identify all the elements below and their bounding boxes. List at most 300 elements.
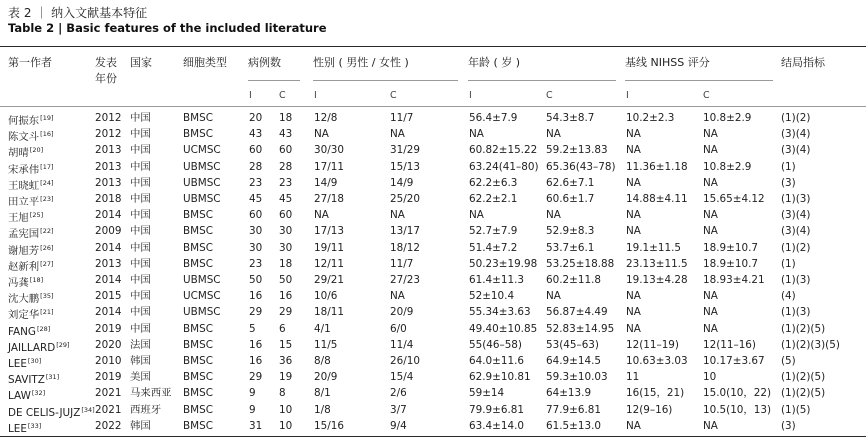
cell-country: 美国 xyxy=(130,371,151,384)
cell-year: 2014 xyxy=(95,241,122,254)
cell-outcome: (1) xyxy=(781,257,796,270)
cell-nihss-c: NA xyxy=(703,128,718,141)
cell-sex-c: NA xyxy=(390,290,405,303)
cell-cases-i: 5 xyxy=(249,322,256,335)
cell-cases-i: 23 xyxy=(249,176,263,189)
cell-age-c: 61.5±13.0 xyxy=(546,419,601,432)
cell-cases-i: 60 xyxy=(249,209,263,222)
cell-age-i: 55.34±3.63 xyxy=(469,306,531,319)
cell-sex-c: 9/4 xyxy=(390,419,407,432)
cell-sex-i: 8/8 xyxy=(314,355,331,367)
cell-outcome: (1)(3) xyxy=(781,193,811,205)
table-row xyxy=(0,223,866,239)
cell-sex-c: 11/7 xyxy=(390,257,414,270)
cell-nihss-i: NA xyxy=(626,322,641,335)
cell-author: LEE[30] xyxy=(8,357,42,370)
cell-cases-c: 10 xyxy=(279,419,293,432)
cell-age-c: 52.9±8.3 xyxy=(546,225,595,238)
cell-sex-c: 15/13 xyxy=(390,160,420,173)
cell-author: FANG[28] xyxy=(8,324,51,338)
cell-age-c: 53.25±18.88 xyxy=(546,257,615,270)
cell-age-c: 54.3±8.7 xyxy=(546,112,595,124)
cell-nihss-c: 10.17±3.67 xyxy=(703,355,765,367)
cell-nihss-i: 19.13±4.28 xyxy=(626,274,688,286)
cell-cases-c: 28 xyxy=(279,160,293,173)
cell-nihss-i: 12(11–19) xyxy=(626,338,679,351)
cell-nihss-i: NA xyxy=(626,144,641,157)
cell-year: 2009 xyxy=(95,225,122,238)
cell-country: 中国 xyxy=(130,176,151,189)
cell-sex-i: 4/1 xyxy=(314,322,331,335)
cell-nihss-c: NA xyxy=(703,209,718,222)
cell-nihss-c: NA xyxy=(703,225,718,238)
cell-age-i: 49.40±10.85 xyxy=(469,322,538,335)
cell-cases-i: 30 xyxy=(249,225,263,238)
table-row xyxy=(0,369,866,385)
cell-age-i: 55(46–58) xyxy=(469,338,522,351)
cell-age-c: 59.2±13.83 xyxy=(546,144,608,157)
cell-nihss-i: 23.13±11.5 xyxy=(626,257,688,270)
cell-age-i: 64.0±11.6 xyxy=(469,355,524,367)
cell-nihss-i: NA xyxy=(626,306,641,319)
cell-year: 2013 xyxy=(95,176,122,189)
cell-sex-i: 11/5 xyxy=(314,338,338,351)
cell-outcome: (1)(2)(5) xyxy=(781,387,826,400)
sub-sex-i: I xyxy=(314,90,317,101)
cell-cell-type: BMSC xyxy=(183,371,213,384)
cell-sex-i: 8/1 xyxy=(314,387,331,400)
cell-age-i: 62.2±6.3 xyxy=(469,176,518,189)
table-row xyxy=(0,175,866,191)
cell-country: 韩国 xyxy=(130,419,151,432)
table-row xyxy=(0,385,866,401)
table-row xyxy=(0,256,866,272)
cell-cases-c: 36 xyxy=(279,355,293,367)
cell-nihss-i: NA xyxy=(626,176,641,189)
age-underline xyxy=(468,80,616,81)
cell-sex-i: 19/11 xyxy=(314,241,344,254)
cell-outcome: (5) xyxy=(781,355,796,367)
cell-country: 中国 xyxy=(130,257,151,270)
cell-sex-i: 20/9 xyxy=(314,371,338,384)
cell-cases-i: 23 xyxy=(249,257,263,270)
cell-sex-c: 13/17 xyxy=(390,225,420,238)
cell-author: 胡晴[20] xyxy=(8,146,44,160)
cell-year: 2022 xyxy=(95,419,122,432)
sub-cases-i: I xyxy=(249,90,252,101)
cell-country: 韩国 xyxy=(130,355,151,367)
sub-age-c: C xyxy=(546,90,553,101)
table-row xyxy=(0,272,866,288)
cell-cases-i: 9 xyxy=(249,403,256,416)
cell-country: 中国 xyxy=(130,322,151,335)
cell-cases-i: 9 xyxy=(249,387,256,400)
cell-age-i: 63.4±14.0 xyxy=(469,419,524,432)
sub-age-i: I xyxy=(469,90,472,101)
cell-sex-c: 18/12 xyxy=(390,241,420,254)
bottom-rule xyxy=(0,436,866,437)
cell-age-c: 53.7±6.1 xyxy=(546,241,595,254)
cell-author: SAVITZ[31] xyxy=(8,373,60,387)
sub-nihss-c: C xyxy=(703,90,710,101)
cell-cases-i: 28 xyxy=(249,160,263,173)
cell-author: 宋承伟[17] xyxy=(8,162,54,176)
header-year-line1: 发表 xyxy=(95,56,117,69)
cell-age-c: 52.83±14.95 xyxy=(546,322,615,335)
cell-year: 2014 xyxy=(95,306,122,319)
cell-sex-i: 12/11 xyxy=(314,257,344,270)
cell-cell-type: BMSC xyxy=(183,257,213,270)
cell-country: 中国 xyxy=(130,112,151,124)
cell-nihss-i: NA xyxy=(626,290,641,303)
cell-outcome: (4) xyxy=(781,290,796,303)
cell-nihss-c: NA xyxy=(703,290,718,303)
cell-outcome: (3)(4) xyxy=(781,209,811,222)
cell-year: 2013 xyxy=(95,144,122,157)
cell-cases-i: 29 xyxy=(249,306,263,319)
table-row xyxy=(0,126,866,142)
cell-cell-type: UBMSC xyxy=(183,160,221,173)
cell-author: 沈大鹏[35] xyxy=(8,292,54,306)
cell-cases-c: 60 xyxy=(279,209,293,222)
cell-nihss-i: 10.63±3.03 xyxy=(626,355,688,367)
header-cases: 病例数 xyxy=(248,56,281,69)
cell-age-i: 60.82±15.22 xyxy=(469,144,538,157)
cell-cell-type: UBMSC xyxy=(183,176,221,189)
cell-country: 中国 xyxy=(130,193,151,205)
cell-year: 2010 xyxy=(95,355,122,367)
cell-nihss-c: NA xyxy=(703,322,718,335)
cell-age-i: 61.4±11.3 xyxy=(469,274,524,286)
cell-country: 中国 xyxy=(130,209,151,222)
cell-outcome: (3)(4) xyxy=(781,225,811,238)
cell-sex-c: 25/20 xyxy=(390,193,420,205)
cell-cases-c: 23 xyxy=(279,176,293,189)
cell-sex-i: 27/18 xyxy=(314,193,344,205)
table-caption-en: Table 2 | Basic features of the included literature xyxy=(8,21,327,35)
header-cell-type: 细胞类型 xyxy=(183,56,227,69)
cell-age-i: 52.7±7.9 xyxy=(469,225,518,238)
sex-underline xyxy=(313,80,458,81)
cell-author: 王晓虹[24] xyxy=(8,178,54,192)
cell-age-i: 56.4±7.9 xyxy=(469,112,518,124)
cell-sex-i: 17/11 xyxy=(314,160,344,173)
cell-country: 中国 xyxy=(130,225,151,238)
cell-nihss-c: 10.8±2.9 xyxy=(703,160,752,173)
cell-outcome: (1)(2) xyxy=(781,112,811,124)
cell-age-i: 51.4±7.2 xyxy=(469,241,518,254)
cell-nihss-c: 15.0(10，22) xyxy=(703,387,772,400)
cell-nihss-i: NA xyxy=(626,128,641,141)
cell-nihss-c: 12(11–16) xyxy=(703,338,756,351)
cell-year: 2014 xyxy=(95,209,122,222)
cell-cases-i: 50 xyxy=(249,274,263,286)
cell-age-c: 56.87±4.49 xyxy=(546,306,608,319)
cell-cell-type: UCMSC xyxy=(183,290,221,303)
header-rule xyxy=(0,106,866,107)
cell-year: 2012 xyxy=(95,128,122,141)
cell-sex-c: 26/10 xyxy=(390,355,420,367)
header-country: 国家 xyxy=(130,56,152,69)
cell-age-c: 65.36(43–78) xyxy=(546,160,616,173)
cell-author: 赵新利[27] xyxy=(8,259,54,273)
cell-age-c: NA xyxy=(546,209,561,222)
cell-age-c: 60.6±1.7 xyxy=(546,193,595,205)
cell-cell-type: BMSC xyxy=(183,355,213,367)
cell-sex-i: NA xyxy=(314,128,329,141)
cell-nihss-c: NA xyxy=(703,306,718,319)
sub-cases-c: C xyxy=(279,90,286,101)
cell-year: 2014 xyxy=(95,274,122,286)
cell-cell-type: UBMSC xyxy=(183,274,221,286)
sub-sex-c: C xyxy=(390,90,397,101)
cell-country: 中国 xyxy=(130,160,151,173)
cell-cases-c: 8 xyxy=(279,387,286,400)
cell-sex-c: 11/4 xyxy=(390,338,414,351)
cell-cell-type: BMSC xyxy=(183,403,213,416)
cell-age-c: 64±13.9 xyxy=(546,387,592,400)
cell-cell-type: BMSC xyxy=(183,419,213,432)
table-row xyxy=(0,191,866,207)
cell-cases-i: 16 xyxy=(249,355,263,367)
table-row xyxy=(0,207,866,223)
cell-cases-c: 30 xyxy=(279,225,293,238)
cell-cell-type: BMSC xyxy=(183,322,213,335)
cell-sex-c: 2/6 xyxy=(390,387,407,400)
cell-year: 2019 xyxy=(95,322,122,335)
cell-sex-i: 15/16 xyxy=(314,419,344,432)
cell-sex-i: 18/11 xyxy=(314,306,344,319)
cell-outcome: (1)(3) xyxy=(781,274,811,286)
cell-sex-c: 15/4 xyxy=(390,371,414,384)
cell-cell-type: UBMSC xyxy=(183,306,221,319)
table-row xyxy=(0,353,866,369)
cell-sex-c: 27/23 xyxy=(390,274,420,286)
cell-sex-i: 14/9 xyxy=(314,176,338,189)
table-row xyxy=(0,288,866,304)
cell-age-i: 62.2±2.1 xyxy=(469,193,518,205)
header-age: 年龄 ( 岁 ) xyxy=(468,56,521,69)
cell-sex-c: NA xyxy=(390,128,405,141)
cell-outcome: (3)(4) xyxy=(781,128,811,141)
cell-country: 中国 xyxy=(130,241,151,254)
cell-nihss-c: NA xyxy=(703,144,718,157)
cell-nihss-i: 14.88±4.11 xyxy=(626,193,688,205)
cell-cases-c: 19 xyxy=(279,371,293,384)
table-caption-zh: 表 2 ｜ 纳入文献基本特征 xyxy=(8,6,148,20)
cell-country: 马来西亚 xyxy=(130,387,172,400)
cell-sex-i: 17/13 xyxy=(314,225,344,238)
cell-outcome: (1)(2)(5) xyxy=(781,322,826,335)
top-rule xyxy=(0,46,866,47)
table-row xyxy=(0,240,866,256)
cell-nihss-i: 16(15，21) xyxy=(626,387,685,400)
cell-outcome: (1)(2) xyxy=(781,241,811,254)
cell-outcome: (3) xyxy=(781,419,796,432)
cell-sex-c: 6/0 xyxy=(390,322,407,335)
cell-nihss-i: NA xyxy=(626,419,641,432)
cell-cases-c: 18 xyxy=(279,257,293,270)
cell-year: 2018 xyxy=(95,193,122,205)
cell-cases-c: 16 xyxy=(279,290,293,303)
cell-nihss-i: 11.36±1.18 xyxy=(626,160,688,173)
cell-sex-c: 3/7 xyxy=(390,403,407,416)
cell-year: 2012 xyxy=(95,112,122,124)
cell-author: LEE[33] xyxy=(8,421,42,435)
cell-year: 2013 xyxy=(95,257,122,270)
table-row xyxy=(0,337,866,353)
cases-underline xyxy=(248,80,300,81)
nihss-underline xyxy=(625,80,773,81)
header-author: 第一作者 xyxy=(8,56,52,69)
cell-author: 王旭[25] xyxy=(8,211,44,225)
cell-year: 2020 xyxy=(95,338,122,351)
table-row xyxy=(0,402,866,418)
cell-author: 刘定华[21] xyxy=(8,308,54,322)
cell-nihss-c: 18.9±10.7 xyxy=(703,241,758,254)
cell-outcome: (1) xyxy=(781,160,796,173)
cell-sex-c: 20/9 xyxy=(390,306,414,319)
cell-cell-type: UCMSC xyxy=(183,144,221,157)
header-sex: 性别 ( 男性 / 女性 ) xyxy=(313,56,409,69)
cell-cases-c: 18 xyxy=(279,112,293,124)
cell-age-c: 53(45–63) xyxy=(546,338,599,351)
cell-year: 2021 xyxy=(95,387,122,400)
cell-age-c: 59.3±10.03 xyxy=(546,371,608,384)
table-row xyxy=(0,142,866,158)
cell-outcome: (1)(2)(3)(5) xyxy=(781,338,840,351)
table-row xyxy=(0,110,866,126)
header-outcome: 结局指标 xyxy=(781,56,825,69)
cell-cases-c: 50 xyxy=(279,274,293,286)
cell-nihss-c: NA xyxy=(703,176,718,189)
cell-author: DE CELIS-JUJZ[34] xyxy=(8,405,95,419)
table-row xyxy=(0,418,866,434)
cell-country: 中国 xyxy=(130,306,151,319)
cell-author: 孟宪国[22] xyxy=(8,227,54,241)
cell-age-c: 62.6±7.1 xyxy=(546,176,595,189)
cell-nihss-c: 10 xyxy=(703,371,717,384)
cell-age-i: NA xyxy=(469,209,484,222)
cell-age-i: 50.23±19.98 xyxy=(469,257,538,270)
cell-cases-c: 60 xyxy=(279,144,293,157)
cell-country: 中国 xyxy=(130,290,151,303)
cell-sex-c: 31/29 xyxy=(390,144,420,157)
cell-country: 西班牙 xyxy=(130,403,162,416)
cell-year: 2015 xyxy=(95,290,122,303)
cell-cases-i: 60 xyxy=(249,144,263,157)
cell-cases-c: 10 xyxy=(279,403,293,416)
cell-cases-i: 30 xyxy=(249,241,263,254)
cell-nihss-i: 12(9–16) xyxy=(626,403,673,416)
cell-year: 2013 xyxy=(95,160,122,173)
cell-sex-c: 11/7 xyxy=(390,112,414,124)
cell-outcome: (3) xyxy=(781,176,796,189)
cell-age-c: NA xyxy=(546,128,561,141)
cell-nihss-c: 18.9±10.7 xyxy=(703,257,758,270)
cell-cell-type: BMSC xyxy=(183,209,213,222)
cell-cell-type: BMSC xyxy=(183,225,213,238)
cell-author: 冯龚[18] xyxy=(8,276,44,289)
cell-nihss-i: 11 xyxy=(626,371,640,384)
cell-country: 中国 xyxy=(130,128,151,141)
cell-nihss-c: 10.8±2.9 xyxy=(703,112,752,124)
table-row xyxy=(0,159,866,175)
cell-outcome: (3)(4) xyxy=(781,144,811,157)
cell-nihss-i: NA xyxy=(626,209,641,222)
cell-cases-c: 45 xyxy=(279,193,293,205)
cell-cases-c: 29 xyxy=(279,306,293,319)
cell-age-i: 63.24(41–80) xyxy=(469,160,539,173)
cell-cases-i: 29 xyxy=(249,371,263,384)
cell-sex-i: 10/6 xyxy=(314,290,338,303)
cell-cases-i: 43 xyxy=(249,128,263,141)
cell-nihss-i: 19.1±11.5 xyxy=(626,241,681,254)
cell-author: JAILLARD[29] xyxy=(8,340,70,354)
cell-country: 中国 xyxy=(130,144,151,157)
cell-outcome: (1)(2)(5) xyxy=(781,371,826,384)
cell-author: 何振东[19] xyxy=(8,114,54,127)
cell-nihss-c: NA xyxy=(703,419,718,432)
cell-author: LAW[32] xyxy=(8,389,46,403)
cell-cell-type: BMSC xyxy=(183,241,213,254)
header-nihss: 基线 NIHSS 评分 xyxy=(625,56,710,69)
cell-age-c: 77.9±6.81 xyxy=(546,403,601,416)
cell-outcome: (1)(3) xyxy=(781,306,811,319)
cell-cell-type: BMSC xyxy=(183,112,213,124)
cell-age-i: NA xyxy=(469,128,484,141)
cell-cases-i: 16 xyxy=(249,290,263,303)
cell-year: 2019 xyxy=(95,371,122,384)
cell-nihss-i: 10.2±2.3 xyxy=(626,112,675,124)
cell-age-i: 62.9±10.81 xyxy=(469,371,531,384)
cell-nihss-c: 18.93±4.21 xyxy=(703,274,765,286)
cell-sex-c: NA xyxy=(390,209,405,222)
cell-cases-i: 31 xyxy=(249,419,263,432)
cell-outcome: (1)(5) xyxy=(781,403,811,416)
cell-sex-i: 12/8 xyxy=(314,112,338,124)
cell-cases-i: 16 xyxy=(249,338,263,351)
cell-nihss-c: 15.65±4.12 xyxy=(703,193,765,205)
sub-nihss-i: I xyxy=(626,90,629,101)
cell-age-c: 64.9±14.5 xyxy=(546,355,601,367)
cell-cases-i: 20 xyxy=(249,112,263,124)
header-year-line2: 年份 xyxy=(95,72,117,85)
cell-age-c: NA xyxy=(546,290,561,303)
cell-cases-c: 15 xyxy=(279,338,293,351)
cell-sex-i: 1/8 xyxy=(314,403,331,416)
table-row xyxy=(0,321,866,337)
cell-sex-i: 30/30 xyxy=(314,144,344,157)
cell-cases-i: 45 xyxy=(249,193,263,205)
cell-cases-c: 6 xyxy=(279,322,286,335)
cell-country: 中国 xyxy=(130,274,151,286)
cell-cell-type: BMSC xyxy=(183,338,213,351)
cell-cases-c: 43 xyxy=(279,128,293,141)
cell-sex-c: 14/9 xyxy=(390,176,414,189)
cell-age-c: 60.2±11.8 xyxy=(546,274,601,286)
cell-cell-type: UBMSC xyxy=(183,193,221,205)
cell-cases-c: 30 xyxy=(279,241,293,254)
cell-author: 谢旭芳[26] xyxy=(8,243,54,257)
cell-sex-i: 29/21 xyxy=(314,274,344,286)
cell-nihss-c: 10.5(10，13) xyxy=(703,403,772,416)
cell-year: 2021 xyxy=(95,403,122,416)
cell-author: 田立平[23] xyxy=(8,195,54,208)
cell-sex-i: NA xyxy=(314,209,329,222)
cell-nihss-i: NA xyxy=(626,225,641,238)
table-row xyxy=(0,304,866,320)
